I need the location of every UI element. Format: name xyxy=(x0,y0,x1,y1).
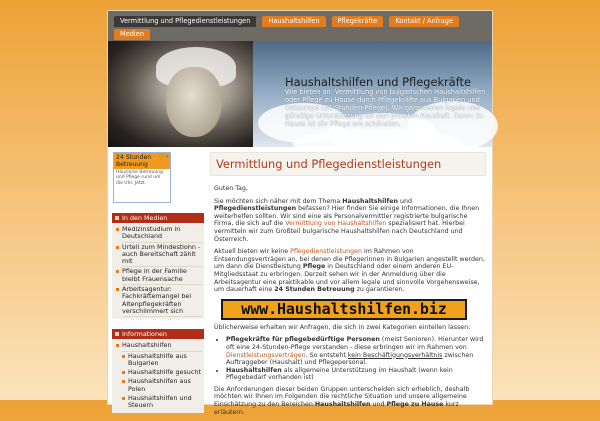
page-title: Vermittlung und Pflegedienstleistungen xyxy=(210,152,486,176)
nav-item-kontakt[interactable]: Kontakt / Anfrage xyxy=(389,16,459,27)
text: in Deutschland oder einem anderen EU-Mitgliedsstaat zu erbringen. Derzeit sehen wir in der Anmeldung über die Arbeitsagentur eine praktikable und vor allem legale und sinnvolle Vorgehensweise, um dauerhaft eine xyxy=(214,263,480,294)
link-dienstleistungsvertraegen[interactable]: Dienstleistungsverträgen xyxy=(226,351,306,359)
media-list xyxy=(112,223,204,319)
text: und xyxy=(370,401,387,409)
bold-text: Pflegedienstleistungen xyxy=(214,205,297,213)
text: kurz erläutern. xyxy=(214,401,459,416)
sidebar-link[interactable]: Haushaltshilfen xyxy=(122,341,202,351)
underlined-text: kein Beschäftigungsverhältnis xyxy=(347,351,443,359)
header-banner xyxy=(108,41,492,147)
text: spezialisiert hat. Hierbei vermitteln wir zum Großteil bulgarische Haushaltshilfen nach Deutschland und Österreich. xyxy=(214,220,465,243)
text: . So entsteht xyxy=(305,351,348,359)
bold-text: Pflege xyxy=(302,263,326,271)
services-paragraph xyxy=(210,248,486,294)
ad-title[interactable]: 24 Stunden Betreuung xyxy=(114,153,170,169)
main-content xyxy=(210,152,486,421)
greeting: Guten Tag, xyxy=(214,185,248,192)
bold-text: Pflegekräfte für pflegebedürftige Personen xyxy=(226,336,380,344)
nav-item-haushaltshilfen[interactable]: Haushaltshilfen xyxy=(262,16,325,27)
sidebar-sublink[interactable]: Haushaltshilfe aus Bulgarien xyxy=(128,352,202,369)
site-intro-text: Wie bieten an: Vermittlung von bulgarischen Haushaltshilfen oder Pflege zu Hause durch Pflegekräfte aus Bulgarien und Osteuropa (24-Stunden-Pflege). Wir garantieren legale und günstige Unterstützung für den privaten Haushalt. Denn: zu Hause ist die Pflege am schönsten. xyxy=(285,88,486,129)
website-banner[interactable]: www.Haushaltshilfen.biz xyxy=(221,299,467,320)
bold-text: Haushaltshilfen xyxy=(314,401,371,409)
bold-text: Pflege zu Hause xyxy=(386,401,444,409)
info-list xyxy=(112,339,204,412)
link-vermittlung-haushaltshilfen[interactable]: Vermittlung von Haushaltshilfen xyxy=(285,220,387,228)
sidebar-link[interactable]: Pflege in der Familie bleibt Frauensache xyxy=(122,267,202,285)
text: befassen? Hier finden Sie einige Informationen, die Ihnen weiterhelfen sollten. Wir sind eine als Personalvermittler registrierte bulgarische Firma, die sich auf die xyxy=(214,205,480,228)
ad-info-close-icon[interactable]: ⓘ ✕ xyxy=(159,155,169,160)
text: Sie möchten sich näher mit dem Thema xyxy=(214,197,343,205)
sidebar xyxy=(112,152,204,413)
bold-text: 24 Stunden Betreuung xyxy=(274,286,355,294)
text: im Rahmen von Entsendungsverträgen an, bei denen die Pflegerinnen in Bulgarien angestellt werden, um dann die Dienstleistung xyxy=(214,248,485,271)
nav-item-vermittlung[interactable]: Vermittlung und Pflegedienstleistungen xyxy=(114,16,256,27)
text: und xyxy=(397,197,412,205)
page-container xyxy=(107,10,493,416)
requirements-paragraph xyxy=(210,386,486,416)
text: Die Anforderungen dieser beiden Gruppen unterscheiden sich erheblich, deshalb möchten wir Ihnen im Folgenden die rechtliche Situation und unsere allgemeine Einschätzung zu den Bereichen xyxy=(214,385,470,409)
sidebar-heading-info: Informationen xyxy=(112,329,204,339)
bold-text: Haushaltshilfen xyxy=(226,366,282,374)
portrait-face xyxy=(166,67,222,137)
bold-text: Haushaltshilfen xyxy=(342,197,398,205)
intro-paragraph xyxy=(210,198,486,244)
sidebar-link[interactable]: Medizinstudium in Deutschland xyxy=(122,225,202,243)
site-title: Haushaltshilfen und Pflegekräfte xyxy=(285,75,471,89)
nav-row-bottom xyxy=(114,29,150,40)
text: als allgemeine Unterstützung im Haushalt (wenn kein Pflegebedarf vorhanden ist) xyxy=(226,366,453,382)
sidebar-heading-media: In den Medien xyxy=(112,213,204,223)
sidebar-link[interactable]: Urteil zum Mindestlohn - auch Bereitschaft zählt mit xyxy=(122,243,202,268)
advertisement[interactable] xyxy=(113,152,171,203)
sidebar-link[interactable]: Arbeitsagentur: Fachkräftemangel bei Altenpflegekräften verschlimmert sich xyxy=(122,285,202,317)
text: zu garantieren. xyxy=(354,286,405,294)
sidebar-sublink[interactable]: Haushaltshilfen und Steuern xyxy=(128,394,202,411)
list-item xyxy=(226,367,486,382)
text: zwischen Auftraggeber (Haushalt) und Pflegepersonal. xyxy=(226,351,474,367)
text: Aktuell bieten wir keine xyxy=(214,248,291,256)
nav-item-medien[interactable]: Medien xyxy=(114,29,150,40)
link-pflegedienstleistungen[interactable]: Pflegedienstleistungen xyxy=(290,248,362,256)
text: (meist Senioren). Hierunter wird oft eine 24-Stunden-Pflege verstanden - diese erbringen wir im Rahmen von xyxy=(226,336,484,351)
list-item xyxy=(226,336,486,366)
category-list xyxy=(210,336,486,382)
main-navigation xyxy=(108,11,492,41)
categories-intro: Üblicherweise erhalten wir Anfragen, die sich in zwei Kategorien einteilen lassen: xyxy=(214,323,471,331)
nav-item-pflegekraefte[interactable]: Pflegekräfte xyxy=(332,16,384,27)
header-portrait-image xyxy=(108,41,253,147)
sidebar-sublink[interactable]: Haushaltshilfen aus Polen xyxy=(128,377,202,394)
ad-text[interactable]: Häusliche Betreuung und Pflege rund um die Uhr. Jetzt xyxy=(116,170,163,186)
nav-row-top xyxy=(114,16,459,27)
sidebar-sublink[interactable]: Haushaltshilfe gesucht xyxy=(128,368,201,377)
